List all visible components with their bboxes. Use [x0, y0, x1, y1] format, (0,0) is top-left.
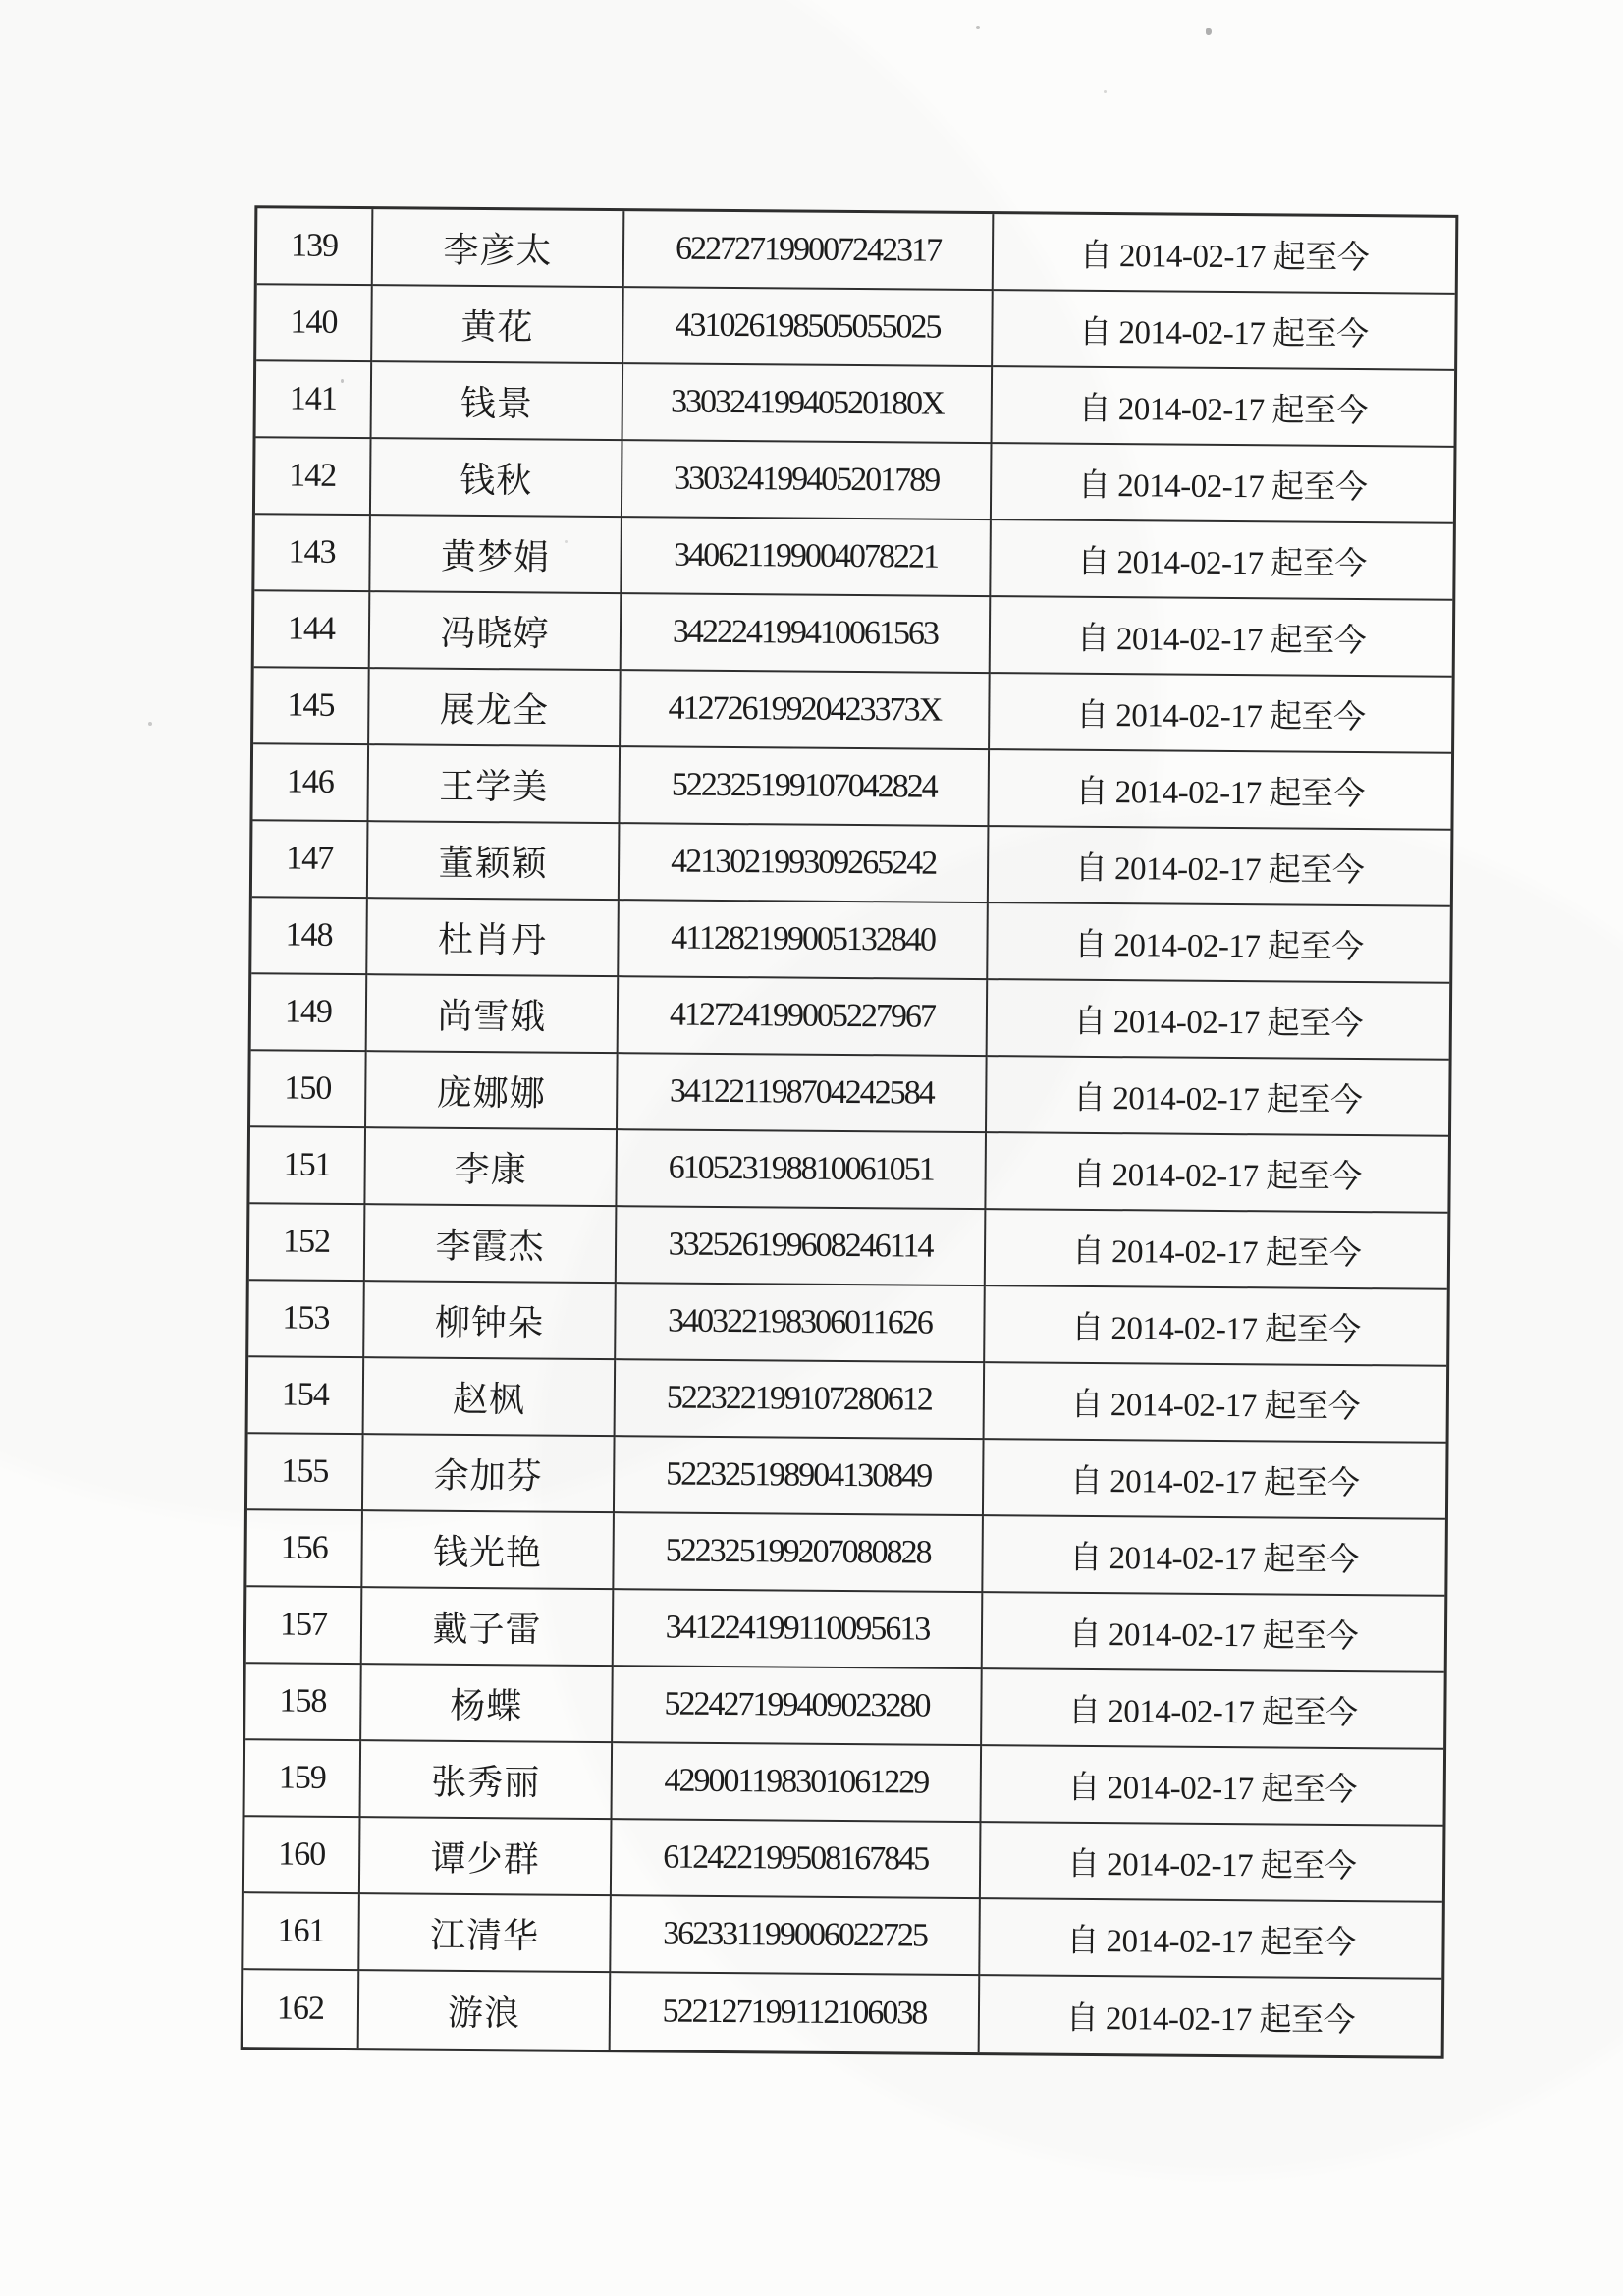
id-number-cell: 340322198306011626: [616, 1284, 986, 1363]
person-name-cell: 黄梦娟: [370, 516, 622, 594]
validity-period-cell: 自 2014-02-17 起至今: [986, 1210, 1448, 1290]
row-number-cell: 144: [254, 591, 371, 669]
scan-speck: [148, 722, 152, 726]
roster-table: [241, 205, 1459, 2059]
person-name-cell: 钱光艳: [362, 1511, 615, 1590]
table-row: [252, 744, 1451, 831]
person-name-cell: 钱景: [372, 362, 624, 441]
person-name-cell: 董颖颖: [368, 822, 621, 901]
id-number-cell: 412724199005227967: [619, 977, 989, 1057]
row-number-cell: 156: [246, 1510, 363, 1588]
row-number-cell: 147: [252, 821, 369, 899]
row-number-cell: 159: [245, 1740, 362, 1818]
validity-period-cell: 自 2014-02-17 起至今: [991, 597, 1453, 678]
validity-period-cell: 自 2014-02-17 起至今: [985, 1363, 1447, 1444]
validity-period-cell: 自 2014-02-17 起至今: [983, 1516, 1445, 1597]
validity-period-cell: 自 2014-02-17 起至今: [984, 1440, 1446, 1520]
id-number-cell: 431026198505055025: [623, 288, 994, 367]
table-row: [256, 285, 1455, 371]
validity-period-cell: 自 2014-02-17 起至今: [989, 750, 1451, 831]
id-number-cell: 522325198904130849: [615, 1437, 985, 1516]
id-number-cell: 411282199005132840: [619, 901, 989, 980]
id-number-cell: 362331199006022725: [611, 1896, 981, 1976]
person-name-cell: 戴子雷: [362, 1588, 615, 1667]
table-row: [255, 438, 1454, 524]
person-name-cell: 尚雪娥: [367, 975, 620, 1054]
row-number-cell: 148: [251, 898, 368, 975]
row-number-cell: 161: [243, 1893, 360, 1971]
id-number-cell: 33032419940520180X: [623, 364, 994, 444]
row-number-cell: 157: [246, 1587, 363, 1665]
table-row: [246, 1587, 1445, 1673]
table-row: [245, 1664, 1444, 1750]
table-row: [247, 1434, 1446, 1520]
person-name-cell: 杜肖丹: [367, 899, 620, 977]
person-name-cell: 张秀丽: [361, 1741, 614, 1820]
table-row: [246, 1510, 1445, 1597]
validity-period-cell: 自 2014-02-17 起至今: [988, 903, 1450, 984]
table-row: [251, 974, 1450, 1061]
row-number-cell: 153: [248, 1281, 365, 1358]
table-row: [248, 1281, 1447, 1367]
row-number-cell: 151: [249, 1127, 366, 1205]
validity-period-cell: 自 2014-02-17 起至今: [992, 444, 1454, 524]
table-row: [243, 1970, 1442, 2056]
person-name-cell: 谭少群: [360, 1818, 613, 1896]
validity-period-cell: 自 2014-02-17 起至今: [994, 214, 1456, 295]
table-row: [254, 515, 1453, 601]
id-number-cell: 340621199004078221: [622, 518, 992, 597]
validity-period-cell: 自 2014-02-17 起至今: [980, 1899, 1442, 1980]
table-row: [249, 1204, 1448, 1290]
validity-period-cell: 自 2014-02-17 起至今: [983, 1593, 1445, 1673]
row-number-cell: 140: [256, 285, 373, 362]
row-number-cell: 145: [253, 668, 370, 745]
person-name-cell: 王学美: [368, 745, 621, 824]
validity-period-cell: 自 2014-02-17 起至今: [981, 1823, 1443, 1903]
person-name-cell: 展龙全: [369, 669, 622, 747]
validity-period-cell: 自 2014-02-17 起至今: [990, 674, 1452, 754]
table-row: [245, 1740, 1444, 1827]
row-number-cell: 143: [254, 515, 371, 592]
validity-period-cell: 自 2014-02-17 起至今: [993, 291, 1455, 371]
person-name-cell: 黄花: [372, 286, 624, 364]
id-number-cell: 522325199107042824: [620, 747, 990, 827]
id-number-cell: 522427199409023280: [613, 1667, 983, 1746]
id-number-cell: 421302199309265242: [620, 824, 990, 903]
validity-period-cell: 自 2014-02-17 起至今: [986, 1133, 1448, 1214]
validity-period-cell: 自 2014-02-17 起至今: [985, 1286, 1447, 1367]
row-number-cell: 154: [248, 1357, 365, 1435]
row-number-cell: 139: [257, 208, 374, 286]
row-number-cell: 158: [245, 1664, 362, 1741]
person-name-cell: 庞娜娜: [366, 1052, 619, 1130]
row-number-cell: 142: [255, 438, 372, 516]
person-name-cell: 余加芬: [363, 1435, 616, 1513]
row-number-cell: 141: [256, 361, 373, 439]
validity-period-cell: 自 2014-02-17 起至今: [981, 1746, 1443, 1827]
id-number-cell: 522322199107280612: [616, 1360, 986, 1440]
person-name-cell: 游浪: [359, 1971, 612, 2050]
row-number-cell: 150: [250, 1051, 367, 1128]
person-name-cell: 冯晓婷: [370, 592, 622, 671]
table-row: [243, 1893, 1442, 1980]
table-row: [254, 591, 1453, 678]
scan-speck: [976, 26, 980, 29]
row-number-cell: 146: [252, 744, 369, 822]
validity-period-cell: 自 2014-02-17 起至今: [982, 1669, 1444, 1750]
table-row: [248, 1357, 1447, 1444]
row-number-cell: 155: [247, 1434, 364, 1511]
id-number-cell: 342224199410061563: [622, 594, 992, 674]
row-number-cell: 160: [244, 1817, 361, 1894]
table-row: [244, 1817, 1443, 1903]
person-name-cell: 江清华: [359, 1894, 612, 1973]
table-row: [252, 821, 1451, 907]
id-number-cell: 522325199207080828: [614, 1513, 984, 1593]
validity-period-cell: 自 2014-02-17 起至今: [987, 1057, 1449, 1137]
person-name-cell: 杨蝶: [361, 1665, 614, 1743]
table-row: [250, 1051, 1449, 1137]
row-number-cell: 149: [251, 974, 368, 1052]
person-name-cell: 李彦太: [373, 209, 625, 288]
validity-period-cell: 自 2014-02-17 起至今: [991, 520, 1453, 601]
validity-period-cell: 自 2014-02-17 起至今: [989, 827, 1451, 907]
id-number-cell: 341221198704242584: [618, 1054, 988, 1133]
id-number-cell: 41272619920423373X: [621, 671, 991, 750]
table-row: [251, 898, 1450, 984]
id-number-cell: 610523198810061051: [617, 1130, 987, 1210]
id-number-cell: 332526199608246114: [617, 1207, 987, 1286]
table-row: [257, 208, 1456, 295]
id-number-cell: 429001198301061229: [612, 1743, 982, 1823]
row-number-cell: 152: [249, 1204, 366, 1282]
table-row: [249, 1127, 1448, 1214]
id-number-cell: 612422199508167845: [612, 1820, 982, 1899]
person-name-cell: 李康: [365, 1128, 618, 1207]
id-number-cell: 522127199112106038: [611, 1973, 981, 2052]
person-name-cell: 赵枫: [364, 1358, 617, 1437]
id-number-cell: 341224199110095613: [614, 1590, 984, 1669]
row-number-cell: 162: [243, 1970, 360, 2048]
person-name-cell: 柳钟朵: [364, 1282, 617, 1360]
person-name-cell: 李霞杰: [365, 1205, 618, 1284]
scan-speck: [1104, 90, 1107, 93]
table-row: [256, 361, 1455, 448]
validity-period-cell: 自 2014-02-17 起至今: [993, 367, 1455, 448]
validity-period-cell: 自 2014-02-17 起至今: [988, 980, 1450, 1061]
table-row: [253, 668, 1452, 754]
id-number-cell: 330324199405201789: [622, 441, 993, 520]
id-number-cell: 622727199007242317: [624, 211, 995, 291]
person-name-cell: 钱秋: [371, 439, 623, 518]
validity-period-cell: 自 2014-02-17 起至今: [1065, 2000, 1356, 2039]
scan-speck: [1206, 28, 1212, 35]
